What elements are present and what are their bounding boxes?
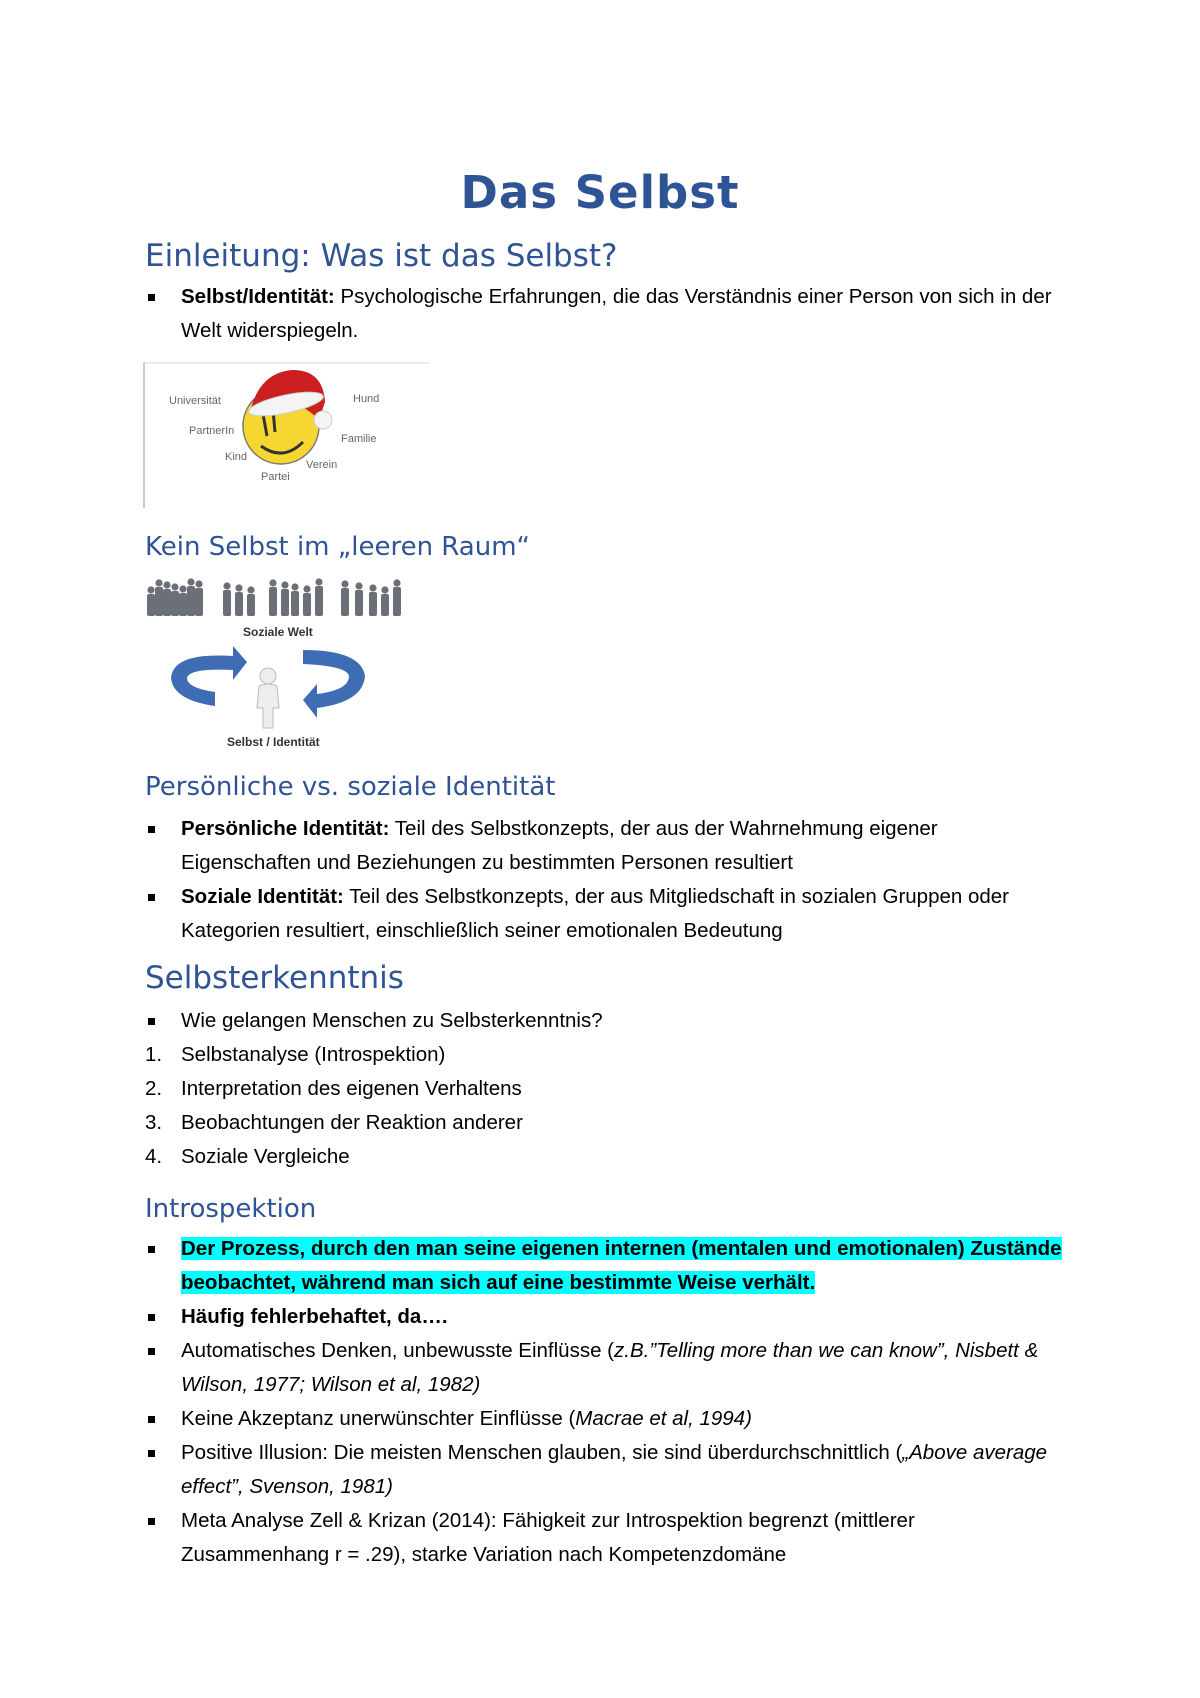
silhouette-head <box>171 583 178 590</box>
silhouette-head <box>163 581 170 588</box>
identity-figure <box>143 362 429 508</box>
item-text: Häufig fehlerbehaftet, da…. <box>181 1305 448 1328</box>
silhouette-body <box>223 590 231 616</box>
silhouette-head <box>355 582 362 589</box>
arrow-left-icon <box>171 646 247 706</box>
selbsterkenntnis-list <box>145 1004 1065 1174</box>
list-item <box>145 280 1065 348</box>
arrow-right-icon <box>303 650 365 718</box>
silhouette-body <box>163 589 171 616</box>
identitaet-list <box>145 812 1065 948</box>
item-text: Positive Illusion: Die meisten Menschen glauben, sie sind überdurchschnittlich ( <box>181 1441 903 1464</box>
silhouette-head <box>195 580 202 587</box>
silhouette-body <box>381 594 389 616</box>
silhouette-body <box>393 587 401 616</box>
item-text: Selbstanalyse (Introspektion) <box>181 1043 446 1066</box>
bullet-icon <box>148 1348 155 1355</box>
silhouette-body <box>355 590 363 616</box>
bullet-icon <box>148 1314 155 1321</box>
list-item <box>145 1504 1065 1572</box>
list-number: 1. <box>145 1043 163 1066</box>
term-label: Soziale Identität: <box>181 885 344 908</box>
silhouette-head <box>341 580 348 587</box>
social-world-figure <box>143 572 413 752</box>
list-item <box>145 1038 1065 1072</box>
item-text: Teil des Selbstkonzepts, der aus Mitgliedschaft in sozialen Gruppen oder Kategorien resultiert, einschließlich seiner emotionalen Bedeutung <box>181 885 1009 942</box>
label-universitaet: Universität <box>169 395 221 407</box>
list-item <box>145 1300 1065 1334</box>
silhouette-body <box>291 591 299 616</box>
label-partnerin: PartnerIn <box>189 425 235 437</box>
bullet-icon <box>148 1416 155 1423</box>
list-item <box>145 1004 1065 1038</box>
silhouette-head <box>179 585 186 592</box>
item-text: Psychologische Erfahrungen, die das Verständnis einer Person von sich in der Welt widerspiegeln. <box>181 285 1052 342</box>
silhouette-head <box>147 586 154 593</box>
silhouette-head <box>155 579 162 586</box>
label-verein: Verein <box>306 459 338 471</box>
bullet-icon <box>148 1246 155 1253</box>
silhouette-body <box>171 591 179 616</box>
silhouette-head <box>369 584 376 591</box>
bullet-icon <box>148 1450 155 1457</box>
silhouette-head <box>291 583 298 590</box>
citation: Macrae et al, 1994) <box>575 1407 752 1430</box>
label-kind: Kind <box>225 451 248 463</box>
list-item <box>145 812 1065 880</box>
silhouette-head <box>281 581 288 588</box>
list-item <box>145 1072 1065 1106</box>
silhouette-body <box>247 594 255 616</box>
heading-identitaet: Persönliche vs. soziale Identität <box>145 772 556 802</box>
document-title: Das Selbst <box>460 166 740 219</box>
crowd-silhouettes-icon <box>147 578 401 616</box>
heading-selbsterkenntnis: Selbsterkenntnis <box>145 960 404 996</box>
citation: z.B.”Telling more than we can know”, Nisbett & Wilson, 1977; Wilson et al, 1982) <box>181 1339 1039 1396</box>
silhouette-body <box>147 594 155 616</box>
list-item <box>145 1334 1065 1402</box>
silhouette-head <box>315 578 322 585</box>
silhouette-body <box>195 588 203 616</box>
label-soziale-welt: Soziale Welt <box>243 625 313 639</box>
silhouette-head <box>381 586 388 593</box>
silhouette-body <box>187 586 195 616</box>
heading-leerer-raum: Kein Selbst im „leeren Raum“ <box>145 532 531 562</box>
list-number: 4. <box>145 1145 163 1168</box>
silhouette-head <box>223 582 230 589</box>
bullet-icon <box>148 1018 155 1025</box>
label-familie: Familie <box>341 433 377 445</box>
term-label: Selbst/Identität: <box>181 285 335 308</box>
silhouette-body <box>303 593 311 616</box>
item-text: Teil des Selbstkonzepts, der aus der Wahrnehmung eigener Eigenschaften und Beziehungen zu bestimmten Personen resultiert <box>181 817 938 874</box>
list-number: 3. <box>145 1111 163 1134</box>
person-figure-icon <box>257 668 279 728</box>
bullet-icon <box>148 894 155 901</box>
list-number: 2. <box>145 1077 163 1100</box>
heading-einleitung: Einleitung: Was ist das Selbst? <box>145 238 618 274</box>
silhouette-body <box>179 593 187 616</box>
silhouette-body <box>281 589 289 616</box>
silhouette-head <box>269 579 276 586</box>
silhouette-body <box>269 587 277 616</box>
item-text: Meta Analyse Zell & Krizan (2014): Fähigkeit zur Introspektion begrenzt (mittlerer Zusammenhang r = .29), starke Variation nach Kompetenzdomäne <box>181 1509 915 1566</box>
bullet-icon <box>148 826 155 833</box>
label-selbst-identitaet: Selbst / Identität <box>227 735 320 749</box>
item-text: Interpretation des eigenen Verhaltens <box>181 1077 522 1100</box>
label-partei: Partei <box>261 471 290 483</box>
silhouette-head <box>303 585 310 592</box>
citation: „Above average effect”, Svenson, 1981) <box>181 1441 1048 1498</box>
term-label: Persönliche Identität: <box>181 817 390 840</box>
list-item <box>145 1402 1065 1436</box>
item-text: Automatisches Denken, unbewusste Einflüsse ( <box>181 1339 615 1362</box>
list-item <box>145 1140 1065 1174</box>
item-text: Beobachtungen der Reaktion anderer <box>181 1111 523 1134</box>
item-text: Wie gelangen Menschen zu Selbsterkenntnis? <box>181 1009 603 1032</box>
list-item <box>145 1106 1065 1140</box>
silhouette-body <box>235 592 243 616</box>
silhouette-body <box>341 588 349 616</box>
silhouette-body <box>369 592 377 616</box>
silhouette-body <box>155 587 163 616</box>
silhouette-head <box>235 584 242 591</box>
silhouette-head <box>393 579 400 586</box>
silhouette-head <box>187 578 194 585</box>
bullet-icon <box>148 294 155 301</box>
silhouette-body <box>315 586 323 616</box>
list-item <box>145 880 1065 948</box>
label-hund: Hund <box>353 393 380 405</box>
item-text: Soziale Vergleiche <box>181 1145 350 1168</box>
introspektion-list <box>145 1232 1065 1572</box>
list-item <box>145 1232 1065 1300</box>
item-text: Keine Akzeptanz unerwünschter Einflüsse ( <box>181 1407 576 1430</box>
bullet-icon <box>148 1518 155 1525</box>
silhouette-head <box>247 586 254 593</box>
list-item <box>145 1436 1065 1504</box>
einleitung-list <box>145 280 1065 348</box>
highlighted-definition: Der Prozess, durch den man seine eigenen internen (mentalen und emotionalen) Zustände beobachtet, während man sich auf eine bestimmte Weise verhält. <box>181 1237 1062 1294</box>
heading-introspektion: Introspektion <box>145 1194 317 1224</box>
